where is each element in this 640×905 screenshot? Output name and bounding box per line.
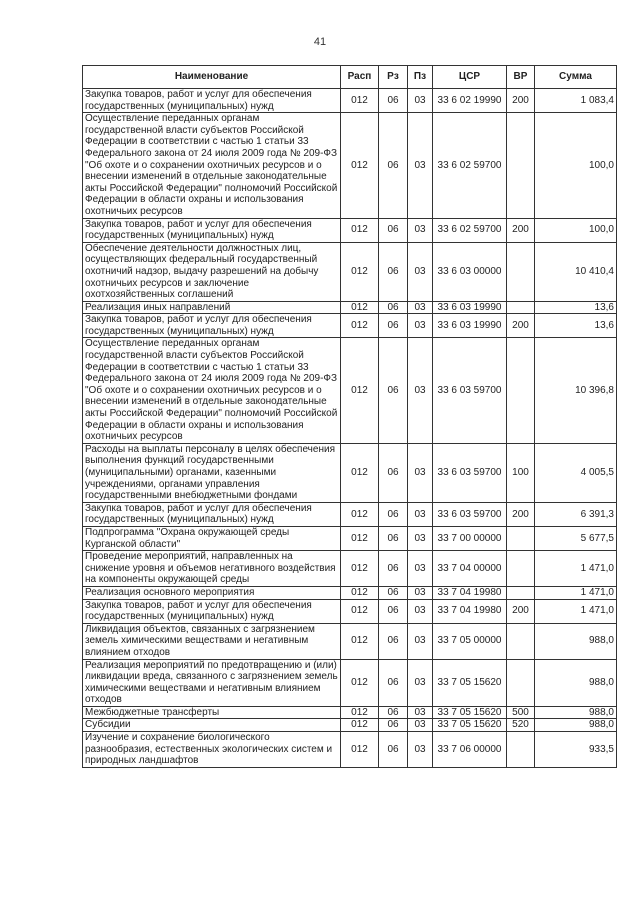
cell-rz: 06 — [379, 659, 408, 706]
cell-name: Обеспечение деятельности должностных лиц, осуществляющих федеральный государственный охотничий надзор, выдачу разрешений на добычу охотничьих ресурсов и заключение охотхозяйственных соглашений — [83, 242, 341, 301]
cell-csr: 33 6 02 59700 — [433, 113, 507, 218]
cell-sum: 933,5 — [535, 732, 617, 768]
cell-rz: 06 — [379, 338, 408, 443]
cell-rasp: 012 — [341, 301, 379, 314]
cell-rasp: 012 — [341, 659, 379, 706]
cell-sum: 1 083,4 — [535, 89, 617, 113]
header-name: Наименование — [83, 66, 341, 89]
cell-rz: 06 — [379, 599, 408, 623]
cell-rasp: 012 — [341, 551, 379, 587]
cell-name: Субсидии — [83, 719, 341, 732]
cell-pz: 03 — [408, 659, 433, 706]
cell-rz: 06 — [379, 218, 408, 242]
cell-name: Закупка товаров, работ и услуг для обеспечения государственных (муниципальных) нужд — [83, 89, 341, 113]
cell-name: Осуществление переданных органам государственной власти субъектов Российской Федерации в соответствии с частью 1 статьи 33 Федерального закона от 24 июля 2009 года № 209-ФЗ "Об охоте и о сохранении охотничьих ресурсов и о внесении изменений в отдельные законодательные акты Российской Федерации" полномочий Российской Федерации в области охраны и использования охотничьих ресурсов — [83, 113, 341, 218]
cell-vr — [507, 551, 535, 587]
cell-csr: 33 7 04 00000 — [433, 551, 507, 587]
cell-sum: 1 471,0 — [535, 586, 617, 599]
table-body — [83, 89, 617, 768]
cell-vr — [507, 338, 535, 443]
cell-csr: 33 6 02 19990 — [433, 89, 507, 113]
cell-rasp: 012 — [341, 586, 379, 599]
cell-csr: 33 6 03 59700 — [433, 502, 507, 526]
cell-sum: 988,0 — [535, 659, 617, 706]
cell-rasp: 012 — [341, 242, 379, 301]
cell-csr: 33 6 03 19990 — [433, 314, 507, 338]
cell-vr: 520 — [507, 719, 535, 732]
cell-pz: 03 — [408, 314, 433, 338]
table-row — [83, 314, 617, 338]
cell-pz: 03 — [408, 338, 433, 443]
cell-rasp: 012 — [341, 338, 379, 443]
cell-name: Подпрограмма "Охрана окружающей среды Курганской области" — [83, 526, 341, 550]
cell-pz: 03 — [408, 706, 433, 719]
cell-rz: 06 — [379, 113, 408, 218]
cell-rasp: 012 — [341, 706, 379, 719]
header-pz: Пз — [408, 66, 433, 89]
cell-sum: 100,0 — [535, 113, 617, 218]
cell-name: Изучение и сохранение биологического разнообразия, естественных экологических систем и природных ландшафтов — [83, 732, 341, 768]
cell-sum: 988,0 — [535, 623, 617, 659]
table-row — [83, 586, 617, 599]
cell-csr: 33 6 03 59700 — [433, 443, 507, 502]
cell-rasp: 012 — [341, 623, 379, 659]
cell-csr: 33 6 03 00000 — [433, 242, 507, 301]
cell-csr: 33 7 04 19980 — [433, 599, 507, 623]
cell-csr: 33 7 00 00000 — [433, 526, 507, 550]
table-row — [83, 551, 617, 587]
cell-rz: 06 — [379, 301, 408, 314]
cell-vr — [507, 623, 535, 659]
cell-rz: 06 — [379, 706, 408, 719]
cell-rz: 06 — [379, 551, 408, 587]
header-rz: Рз — [379, 66, 408, 89]
cell-name: Реализация мероприятий по предотвращению и (или) ликвидации вреда, связанного с загрязнением земель химическими веществами и негативным влиянием отходов — [83, 659, 341, 706]
cell-sum: 988,0 — [535, 706, 617, 719]
cell-vr — [507, 586, 535, 599]
cell-rz: 06 — [379, 443, 408, 502]
cell-rz: 06 — [379, 719, 408, 732]
cell-pz: 03 — [408, 586, 433, 599]
cell-rasp: 012 — [341, 314, 379, 338]
table-row — [83, 732, 617, 768]
cell-csr: 33 6 03 59700 — [433, 338, 507, 443]
cell-pz: 03 — [408, 599, 433, 623]
cell-sum: 10 396,8 — [535, 338, 617, 443]
cell-sum: 100,0 — [535, 218, 617, 242]
table-row — [83, 218, 617, 242]
cell-rz: 06 — [379, 242, 408, 301]
cell-csr: 33 7 06 00000 — [433, 732, 507, 768]
cell-pz: 03 — [408, 732, 433, 768]
budget-table — [82, 65, 617, 768]
table-row — [83, 623, 617, 659]
cell-name: Закупка товаров, работ и услуг для обеспечения государственных (муниципальных) нужд — [83, 599, 341, 623]
cell-vr — [507, 113, 535, 218]
cell-name: Закупка товаров, работ и услуг для обеспечения государственных (муниципальных) нужд — [83, 218, 341, 242]
cell-name: Осуществление переданных органам государственной власти субъектов Российской Федерации в соответствии с частью 1 статьи 33 Федерального закона от 24 июля 2009 года № 209-ФЗ "Об охоте и о сохранении охотничьих ресурсов и о внесении изменений в отдельные законодательные акты Российской Федерации" полномочий Российской Федерации в области охраны и использования охотничьих ресурсов — [83, 338, 341, 443]
table-row — [83, 443, 617, 502]
table-header-row — [83, 66, 617, 89]
cell-rasp: 012 — [341, 218, 379, 242]
cell-sum: 1 471,0 — [535, 599, 617, 623]
cell-rz: 06 — [379, 732, 408, 768]
cell-pz: 03 — [408, 218, 433, 242]
cell-pz: 03 — [408, 719, 433, 732]
cell-name: Реализация иных направлений — [83, 301, 341, 314]
cell-pz: 03 — [408, 623, 433, 659]
cell-rasp: 012 — [341, 526, 379, 550]
table-row — [83, 301, 617, 314]
cell-pz: 03 — [408, 526, 433, 550]
cell-rasp: 012 — [341, 719, 379, 732]
cell-csr: 33 7 05 15620 — [433, 659, 507, 706]
cell-sum: 13,6 — [535, 314, 617, 338]
cell-vr: 200 — [507, 502, 535, 526]
cell-vr: 200 — [507, 314, 535, 338]
table-row — [83, 526, 617, 550]
cell-vr — [507, 732, 535, 768]
cell-vr: 200 — [507, 218, 535, 242]
cell-vr — [507, 659, 535, 706]
cell-rz: 06 — [379, 89, 408, 113]
cell-pz: 03 — [408, 502, 433, 526]
cell-pz: 03 — [408, 443, 433, 502]
table-row — [83, 502, 617, 526]
cell-rasp: 012 — [341, 89, 379, 113]
cell-rasp: 012 — [341, 443, 379, 502]
cell-vr: 500 — [507, 706, 535, 719]
cell-rasp: 012 — [341, 502, 379, 526]
cell-sum: 5 677,5 — [535, 526, 617, 550]
cell-sum: 988,0 — [535, 719, 617, 732]
table-row — [83, 89, 617, 113]
cell-csr: 33 7 04 19980 — [433, 586, 507, 599]
cell-vr — [507, 242, 535, 301]
cell-csr: 33 7 05 00000 — [433, 623, 507, 659]
cell-name: Межбюджетные трансферты — [83, 706, 341, 719]
cell-sum: 10 410,4 — [535, 242, 617, 301]
cell-rasp: 012 — [341, 599, 379, 623]
cell-vr — [507, 526, 535, 550]
cell-vr — [507, 301, 535, 314]
cell-pz: 03 — [408, 301, 433, 314]
cell-csr: 33 7 05 15620 — [433, 719, 507, 732]
cell-name: Расходы на выплаты персоналу в целях обеспечения выполнения функций государственными (муниципальными) органами, казенными учреждениями, органами управления государственными внебюджетными фондами — [83, 443, 341, 502]
page-number: 41 — [313, 36, 327, 48]
cell-name: Ликвидация объектов, связанных с загрязнением земель химическими веществами и негативным влиянием отходов — [83, 623, 341, 659]
cell-pz: 03 — [408, 89, 433, 113]
cell-csr: 33 6 03 19990 — [433, 301, 507, 314]
cell-rasp: 012 — [341, 732, 379, 768]
cell-sum: 13,6 — [535, 301, 617, 314]
cell-rz: 06 — [379, 314, 408, 338]
cell-name: Закупка товаров, работ и услуг для обеспечения государственных (муниципальных) нужд — [83, 314, 341, 338]
cell-sum: 6 391,3 — [535, 502, 617, 526]
cell-rz: 06 — [379, 623, 408, 659]
cell-vr: 200 — [507, 599, 535, 623]
cell-csr: 33 6 02 59700 — [433, 218, 507, 242]
cell-sum: 1 471,0 — [535, 551, 617, 587]
table-row — [83, 113, 617, 218]
table-row — [83, 338, 617, 443]
cell-vr: 100 — [507, 443, 535, 502]
cell-name: Реализация основного мероприятия — [83, 586, 341, 599]
cell-rz: 06 — [379, 502, 408, 526]
cell-rz: 06 — [379, 586, 408, 599]
table-row — [83, 242, 617, 301]
cell-vr: 200 — [507, 89, 535, 113]
table-row — [83, 719, 617, 732]
cell-name: Закупка товаров, работ и услуг для обеспечения государственных (муниципальных) нужд — [83, 502, 341, 526]
cell-csr: 33 7 05 15620 — [433, 706, 507, 719]
cell-rz: 06 — [379, 526, 408, 550]
cell-pz: 03 — [408, 242, 433, 301]
header-vr: ВР — [507, 66, 535, 89]
cell-name: Проведение мероприятий, направленных на снижение уровня и объемов негативного воздействия на компоненты окружающей среды — [83, 551, 341, 587]
cell-pz: 03 — [408, 551, 433, 587]
header-rasp: Расп — [341, 66, 379, 89]
table-row — [83, 706, 617, 719]
header-sum: Сумма — [535, 66, 617, 89]
cell-rasp: 012 — [341, 113, 379, 218]
table-row — [83, 659, 617, 706]
header-csr: ЦСР — [433, 66, 507, 89]
table-row — [83, 599, 617, 623]
cell-sum: 4 005,5 — [535, 443, 617, 502]
cell-pz: 03 — [408, 113, 433, 218]
